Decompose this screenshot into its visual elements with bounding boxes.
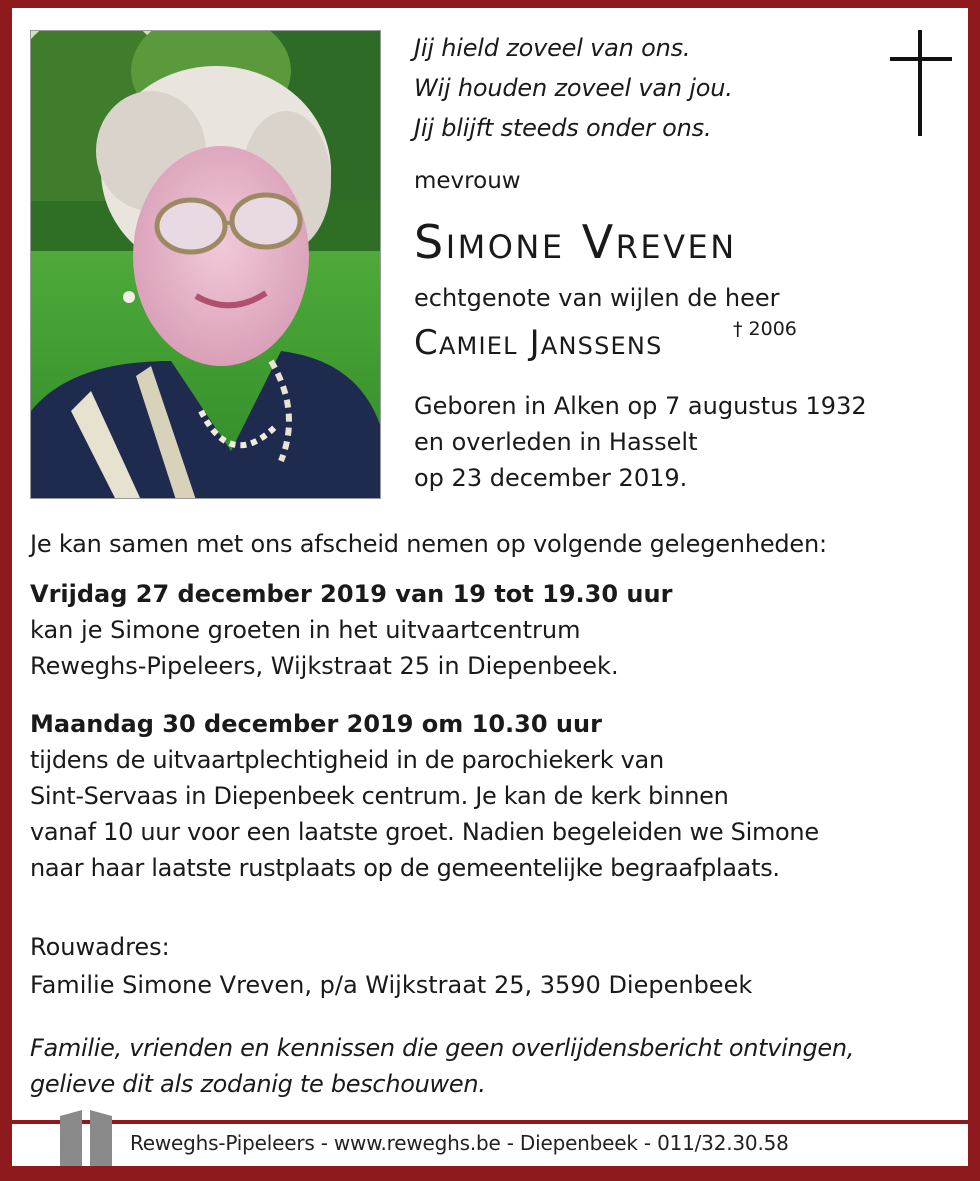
poem-line: Jij blijft steeds onder ons. <box>414 114 712 142</box>
funeral-home-logo-icon <box>58 1108 114 1166</box>
life-line: Geboren in Alken op 7 augustus 1932 <box>414 392 867 420</box>
life-line: en overleden in Hasselt <box>414 428 698 456</box>
poem-line: Jij hield zoveel van ons. <box>414 34 691 62</box>
event-line: tijdens de uitvaartplechtigheid in de parochiekerk van <box>30 746 664 774</box>
address-value: Familie Simone Vreven, p/a Wijkstraat 25, 3590 Diepenbeek <box>30 971 753 999</box>
closing-line: gelieve dit als zodanig te beschouwen. <box>30 1070 486 1098</box>
event-line: naar haar laatste rustplaats op de gemeentelijke begraafplaats. <box>30 854 780 882</box>
life-dates <box>414 388 867 496</box>
deceased-name: Simone Vreven <box>414 215 737 269</box>
spouse-intro: echtgenote van wijlen de heer <box>414 284 780 312</box>
mourning-address <box>30 928 752 1004</box>
event-visitation <box>30 576 672 684</box>
event-heading: Vrijdag 27 december 2019 van 19 tot 19.30 uur <box>30 580 673 608</box>
poem <box>414 28 733 148</box>
event-heading: Maandag 30 december 2019 om 10.30 uur <box>30 710 602 738</box>
cross-icon <box>890 30 952 136</box>
closing-note <box>30 1030 854 1102</box>
honorific: mevrouw <box>414 168 521 194</box>
address-label: Rouwadres: <box>30 933 170 961</box>
footer-contact: Reweghs-Pipeleers - www.reweghs.be - Diepenbeek - 011/32.30.58 <box>130 1131 789 1155</box>
event-line: Reweghs-Pipeleers, Wijkstraat 25 in Diepenbeek. <box>30 652 619 680</box>
spouse-death-year: † 2006 <box>733 318 797 340</box>
footer-divider <box>12 1120 968 1124</box>
spouse-name: Camiel Janssens <box>414 323 663 363</box>
portrait-photo <box>30 30 381 499</box>
life-line: op 23 december 2019. <box>414 464 688 492</box>
closing-line: Familie, vrienden en kennissen die geen overlijdensbericht ontvingen, <box>30 1034 855 1062</box>
event-line: Sint-Servaas in Diepenbeek centrum. Je kan de kerk binnen <box>30 782 729 810</box>
footer-band <box>12 1166 968 1181</box>
poem-line: Wij houden zoveel van jou. <box>414 74 733 102</box>
event-funeral <box>30 706 819 886</box>
event-line: vanaf 10 uur voor een laatste groet. Nadien begeleiden we Simone <box>30 818 819 846</box>
event-line: kan je Simone groeten in het uitvaartcentrum <box>30 616 581 644</box>
farewell-intro: Je kan samen met ons afscheid nemen op volgende gelegenheden: <box>30 530 827 558</box>
